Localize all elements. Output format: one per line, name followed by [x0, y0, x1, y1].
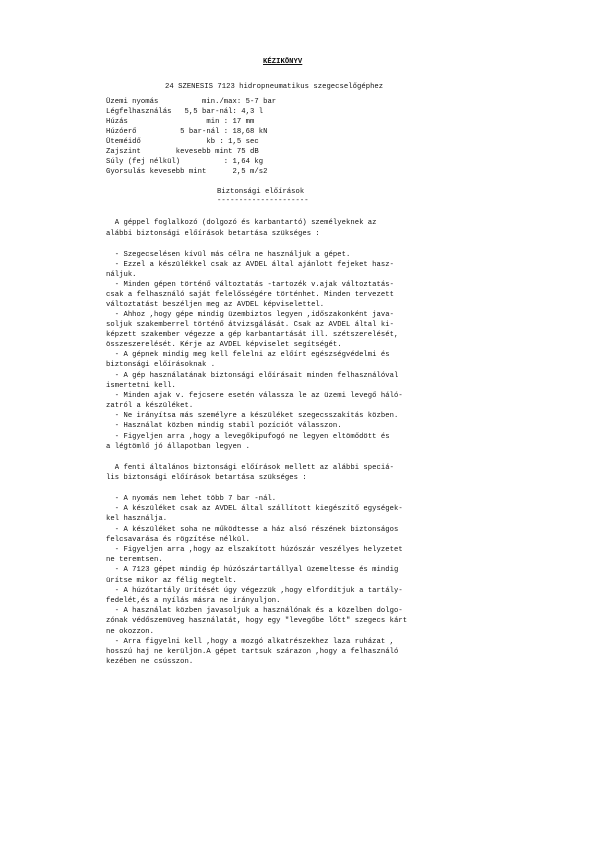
body-line: a légtömlő jó állapotban legyen . — [106, 443, 250, 451]
body-line: A géppel foglalkozó (dolgozó és karbantartó) személyeknek az — [106, 219, 377, 227]
body-line: - Minden gépen történő változtatás -tartozék v.ajak változtatás- — [106, 281, 394, 289]
body-line: felcsavarása és rögzítése nélkül. — [106, 536, 250, 544]
document-subtitle: 24 SZENESIS 7123 hidropneumatikus szegecselőgéphez — [165, 83, 384, 91]
body-line: változtatást beszéljen meg az AVDEL képviselettel. — [106, 301, 325, 309]
body-line: A fenti általános biztonsági előírások mellett az alábbi speciá- — [106, 464, 394, 472]
body-line: - Ezzel a készülékkel csak az AVDEL által ajánlott fejeket hasz- — [106, 261, 394, 269]
spec-line: Húzás min : 17 mm — [106, 118, 255, 126]
body-line: - A gép használatának biztonsági előírásait minden felhasználóval — [106, 372, 399, 380]
body-line: összeszerelését. Kérje az AVDEL képviselet segítségét. — [106, 341, 342, 349]
safety-heading: Biztonsági előírások — [217, 188, 305, 196]
body-line: soljuk szakemberrel történő átvizsgálását. Csak az AVDEL által ki- — [106, 321, 394, 329]
body-line: - A nyomás nem lehet több 7 bar -nál. — [106, 495, 277, 503]
body-line: zatról a készüléket. — [106, 402, 194, 410]
spec-line: Húzóerő 5 bar-nál : 18,68 kN — [106, 128, 268, 136]
body-line: csak a felhasználó saját felelősségére történhet. Minden tervezett — [106, 291, 394, 299]
body-line: - A gépnek mindig meg kell felelni az előírt egészségvédelmi és — [106, 351, 390, 359]
body-line: kel használja. — [106, 515, 168, 523]
spec-line: Zajszint kevesebb mint 75 dB — [106, 148, 259, 156]
body-line: - Minden ajak v. fejcsere esetén válassza le az üzemi levegő háló- — [106, 392, 403, 400]
body-line: - Ne irányítsa más személyre a készüléket szegecsszakítás közben. — [106, 412, 399, 420]
spec-line: Súly (fej nélkül) : 1,64 kg — [106, 158, 264, 166]
body-line: - Szegecselésen kívül más célra ne használjuk a gépet. — [106, 251, 351, 259]
body-line: lis biztonsági előírások betartása szükséges : — [106, 474, 307, 482]
body-line: zónak védőszemüveg használatát, hogy egy "levegőbe lőtt" szegecs kárt — [106, 617, 408, 625]
body-line: képzett szakember végezze a gép karbantartását ill. szétszerelését, — [106, 331, 399, 339]
document-title: KÉZIKÖNYV — [263, 58, 303, 66]
body-line: - A húzótartály ürítését úgy végezzük ,hogy elfordítjuk a tartály- — [106, 587, 403, 595]
body-line: - Használat közben mindig stabil pozíciót válasszon. — [106, 422, 342, 430]
spec-line: Üzemi nyomás min./max: 5-7 bar — [106, 98, 277, 106]
body-line: kezében ne csússzon. — [106, 658, 194, 666]
body-line: ne teremtsen. — [106, 556, 163, 564]
spec-line: Gyorsulás kevesebb mint 2,5 m/s2 — [106, 168, 268, 176]
body-line: náljuk. — [106, 271, 137, 279]
body-line: ismertetni kell. — [106, 382, 176, 390]
body-line: - Figyeljen arra ,hogy az elszakított húzószár veszélyes helyzetet — [106, 546, 403, 554]
safety-heading-rule: --------------------- — [217, 197, 309, 205]
body-line: fedelét,és a nyílás másra ne irányuljon. — [106, 597, 281, 605]
body-line: - Arra figyelni kell ,hogy a mozgó alkatrészekhez laza ruházat , — [106, 638, 394, 646]
spec-line: Légfelhasználás 5,5 bar-nál: 4,3 l — [106, 108, 264, 116]
body-line: - Ahhoz ,hogy gépe mindig üzembiztos legyen ,időszakonként java- — [106, 311, 394, 319]
body-line: alábbi biztonsági előírások betartása szükséges : — [106, 230, 320, 238]
body-line: - Figyeljen arra ,hogy a levegőkipufogó ne legyen eltömődött és — [106, 433, 390, 441]
body-line: - A készüléket soha ne működtesse a ház alsó részének biztonságos — [106, 526, 399, 534]
body-line: biztonsági előírásoknak . — [106, 361, 216, 369]
body-line: ne okozzon. — [106, 628, 154, 636]
body-line: ürítse mikor az félig megtelt. — [106, 577, 237, 585]
body-line: - A használat közben javasoljuk a használónak és a közelben dolgo- — [106, 607, 403, 615]
body-line: - A 7123 gépet mindig ép húzószártartállyal üzemeltesse és mindig — [106, 566, 399, 574]
body-line: hosszú haj ne kerüljön.A gépet tartsuk szárazon ,hogy a felhasználó — [106, 648, 399, 656]
body-line: - A készüléket csak az AVDEL által szállított kiegészítő egységek- — [106, 505, 403, 513]
spec-line: Üteméidő kb : 1,5 sec — [106, 138, 259, 146]
